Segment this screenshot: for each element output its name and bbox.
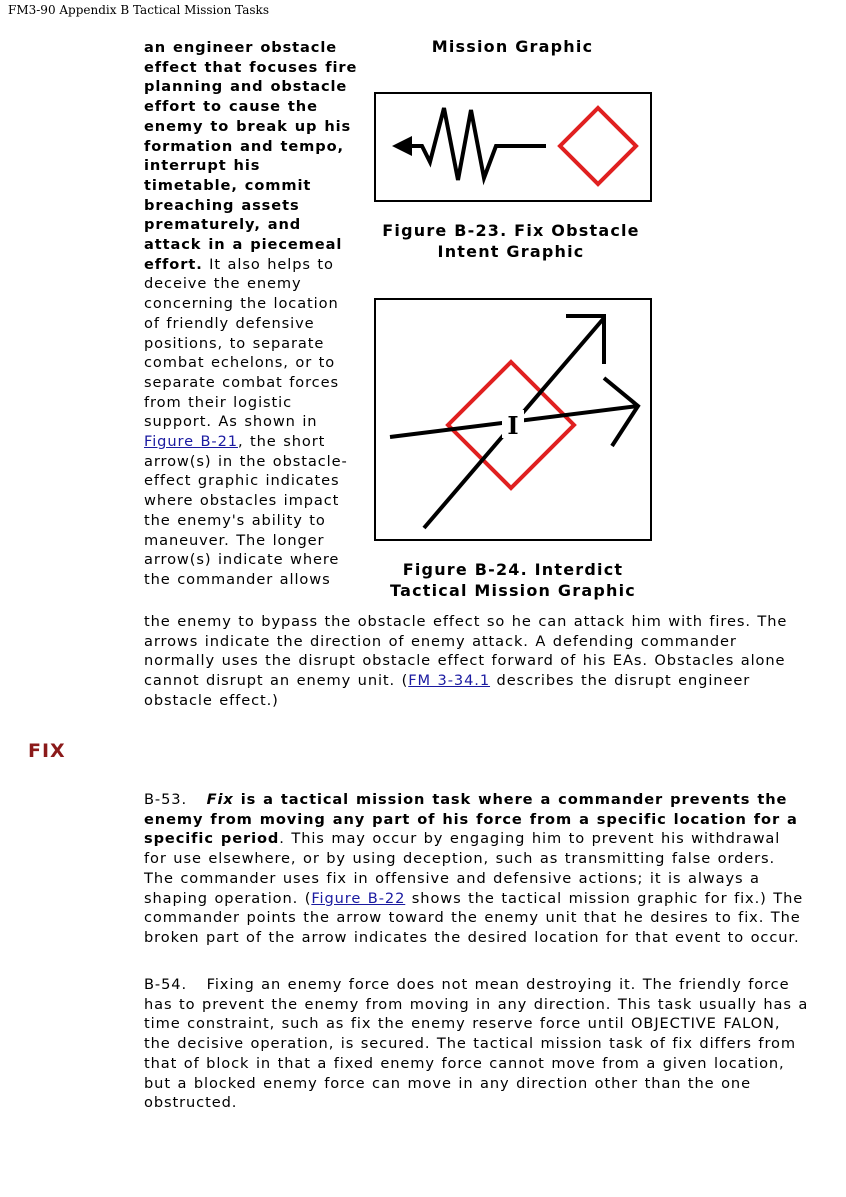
figure-b23-caption: Figure B-23. Fix Obstacle Intent Graphic (382, 221, 640, 261)
figure-b24-caption: Figure B-24. Interdict Tactical Mission Graphic (390, 560, 636, 600)
interdict-graphic-icon (376, 300, 650, 539)
figure-b23-graphic (374, 92, 652, 202)
fix-obstacle-intent-icon (376, 94, 650, 200)
paragraph-b54: B-54. Fixing an enemy force does not mean destroying it. The friendly force has to prevent the enemy from moving in any direction. This task usually has a time constraint, such as fix the enemy reserve force until OBJECTIVE FALON, the decisive operation, is secured. The tactical mission task of fix differs from that of block in that a fixed enemy force cannot move from a given location, but a blocked enemy force can move in any direction other than the one obstructed. (144, 976, 809, 1112)
paragraph-number: B-53. (144, 791, 187, 808)
figure-b22-link[interactable]: Figure B-22 (311, 889, 406, 907)
left-column-body-cont: , the short arrow(s) in the obstacle-effect graphic indicates where obstacles impact the enemy's ability to maneuver. The longer arrow(s) indicate where the commander allows (144, 433, 348, 588)
left-column-text (144, 38, 359, 590)
term-fix: Fix (206, 791, 234, 808)
obstacle-effect-definition: an engineer obstacle effect that focuses fire planning and obstacle effort to cause the enemy to break up his formation and tempo, interrupt his timetable, commit breaching assets prematurely, and attack in a piecemeal effort. (144, 39, 358, 273)
section-heading-fix: FIX (28, 740, 66, 762)
left-column-body: It also helps to deceive the enemy concerning the location of friendly defensive positions, to separate combat echelons, or to separate combat forces from their logistic support. As shown in (144, 255, 339, 431)
figure-b21-link[interactable]: Figure B-21 (144, 433, 238, 451)
page-header: FM3-90 Appendix B Tactical Mission Tasks (8, 3, 269, 17)
paragraph-b53: B-53. Fix is a tactical mission task where a commander prevents the enemy from moving any part of his force from a specific location for a specific period. This may occur by engaging him to prevent his withdrawal for use elsewhere, or by using deception, such as transmitting false orders. The commander uses fix in offensive and defensive actions; it is always a shaping operation. (Figure B-22 shows the tactical mission graphic for fix.) The commander points the arrow toward the enemy unit that he desires to fix. The broken part of the arrow indicates the desired location for that event to occur. (144, 791, 804, 946)
figure-b24-graphic (374, 298, 652, 541)
interdict-center-label: I (507, 411, 519, 440)
continuation-paragraph: the enemy to bypass the obstacle effect so he can attack him with fires. The arrows indicate the direction of enemy attack. A defending commander normally uses the disrupt obstacle effect forward of his EAs. Obstacles alone cannot disrupt an enemy unit. (FM 3-34.1 describes the disrupt engineer obstacle effect.) (144, 613, 788, 709)
fm-3-34-1-link[interactable]: FM 3-34.1 (408, 672, 491, 690)
mission-graphic-title: Mission Graphic (431, 37, 594, 56)
paragraph-number: B-54. (144, 976, 187, 993)
